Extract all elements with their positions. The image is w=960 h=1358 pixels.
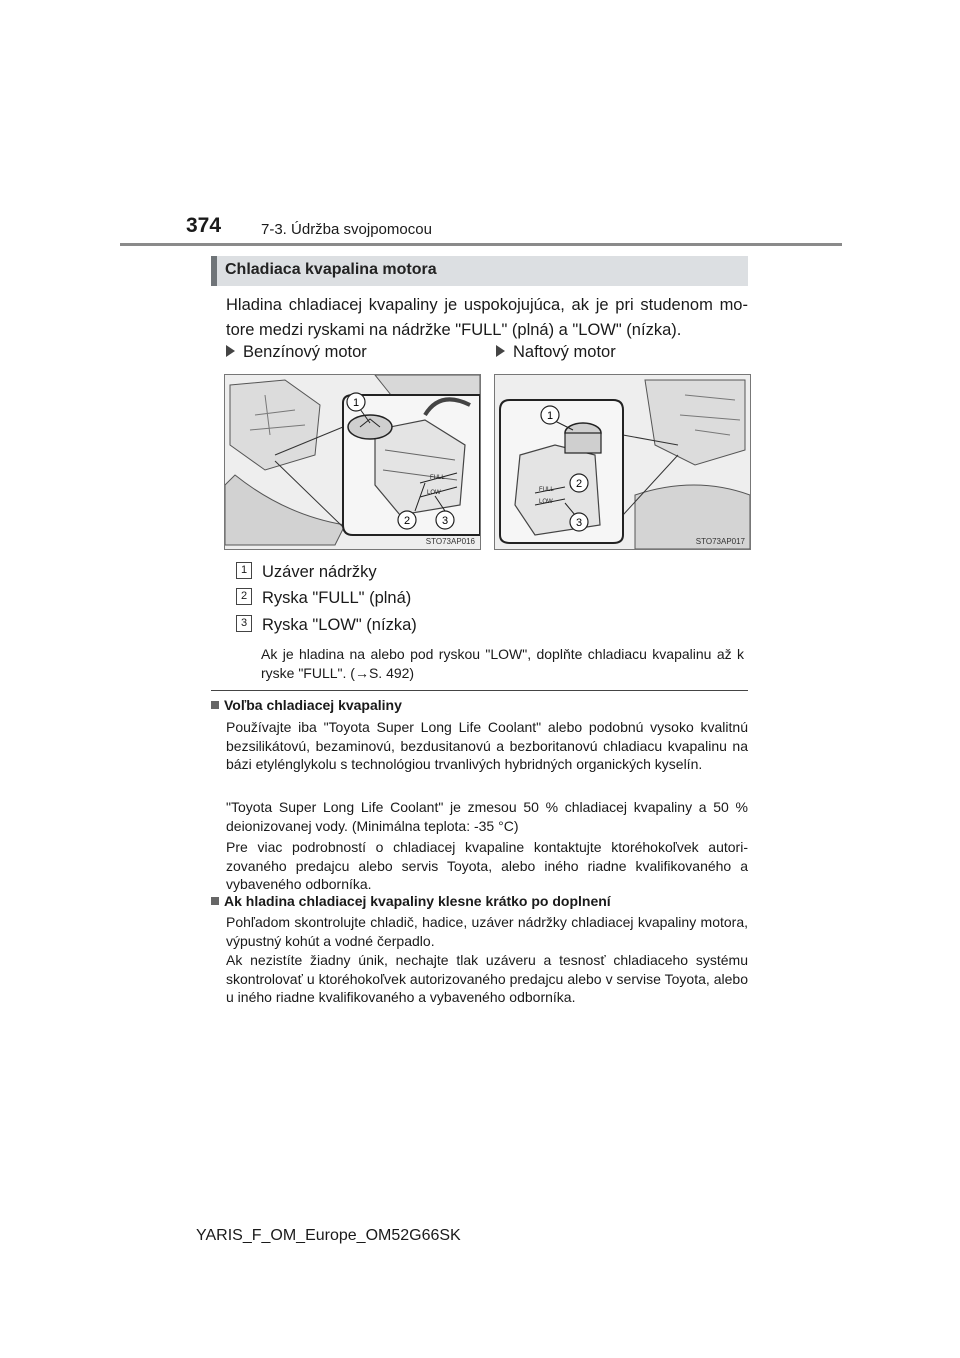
subsection-heading-coolant-choice [211, 697, 402, 713]
legend-text: Ryska "LOW" (nízka) [262, 616, 417, 634]
paragraph: Ak nezistíte žiadny únik, nechajte tlak uzáveru a tesnosť chladiaceho systému skontrolovať u ktoréhokoľvek autorizovaného predajcu alebo v servise Toyota, alebo u iného riadne kvalifikovaného a vybaveného odborníka. [226, 952, 748, 1005]
subsection-heading-level-drops [211, 893, 611, 909]
legend-item [236, 589, 411, 608]
refill-note: Ak je hladina na alebo pod ryskou "LOW", doplňte chladiacu kvapalinu až k ryske "FULL". (→S. 492) [261, 646, 744, 681]
section-heading-text: Chladiaca kvapalina motora [225, 261, 437, 278]
triangle-bullet-icon [496, 345, 505, 357]
paragraph: Pohľadom skontrolujte chladič, hadice, uzáver nádržky chladiacej kvapaliny motora, výpustný kohút a vodné čerpadlo. [226, 914, 748, 949]
intro-paragraph: Hladina chladiacej kvapaliny je uspokojujúca, ak je pri studenom motore medzi ryskami na nádržke "FULL" (plná) a "LOW" (nízka). [226, 296, 748, 339]
full-mark-text: FULL [430, 475, 445, 481]
legend-number: 1 [236, 562, 252, 579]
svg-text:1: 1 [352, 397, 360, 409]
legend-text: Uzáver nádržky [262, 563, 377, 581]
figure-diesel-engine [494, 374, 751, 550]
page-number: 374 [186, 214, 222, 237]
engine-label-diesel-text: Naftový motor [513, 343, 616, 361]
svg-text:2: 2 [575, 478, 583, 490]
full-mark-text: FULL [539, 487, 554, 493]
section-heading [211, 256, 748, 286]
svg-text:1: 1 [546, 410, 554, 422]
svg-text:3: 3 [575, 517, 583, 529]
engine-label-petrol [226, 343, 367, 362]
low-mark-text: LOW [427, 490, 441, 496]
legend-number: 2 [236, 588, 252, 605]
subsection-heading-text: Voľba chladiacej kvapaliny [224, 697, 402, 713]
chapter-title: 7-3. Údržba svojpomocou [261, 221, 432, 238]
document-footer: YARIS_F_OM_Europe_OM52G66SK [196, 1227, 461, 1244]
figure-code: STO73AP016 [425, 537, 475, 546]
legend-item [236, 563, 377, 582]
figure-code: STO73AP017 [695, 537, 745, 546]
paragraph: "Toyota Super Long Life Coolant" je zmesou 50 % chladiacej kvapaliny a 50 % deionizovanej vody. (Minimálna teplota: -35 °C) [226, 799, 748, 834]
section-heading-bar [211, 256, 217, 286]
engine-label-petrol-text: Benzínový motor [243, 343, 367, 361]
paragraph: Pre viac podrobností o chladiacej kvapaline kontaktujte ktoréhokoľvek autorizovaného predajcu alebo servis Toyota, alebo iného riadne kvalifikovaného a vybaveného odborníka. [226, 839, 748, 892]
legend-item [236, 616, 417, 635]
low-mark-text: LOW [539, 499, 553, 505]
header-divider [120, 243, 842, 246]
square-bullet-icon [211, 701, 219, 709]
section-divider [211, 690, 748, 691]
svg-text:3: 3 [441, 515, 449, 527]
legend-number: 3 [236, 615, 252, 632]
svg-text:2: 2 [403, 515, 411, 527]
triangle-bullet-icon [226, 345, 235, 357]
paragraph: Používajte iba "Toyota Super Long Life Coolant" alebo podobnú vysoko kvalitnú bezsilikátovú, bezaminovú, bezdusitanovú a bezboritanovú chladiacu kvapalinu na bázi etylénglykolu s technológiou trvanlivých hybridných organických kyselín. [226, 719, 748, 772]
square-bullet-icon [211, 897, 219, 905]
engine-bay-illustration [495, 375, 750, 549]
subsection-heading-text: Ak hladina chladiacej kvapaliny klesne krátko po doplnení [224, 893, 611, 909]
figure-petrol-engine [224, 374, 481, 550]
engine-bay-illustration [225, 375, 480, 549]
legend-text: Ryska "FULL" (plná) [262, 589, 412, 607]
engine-label-diesel [496, 343, 616, 362]
